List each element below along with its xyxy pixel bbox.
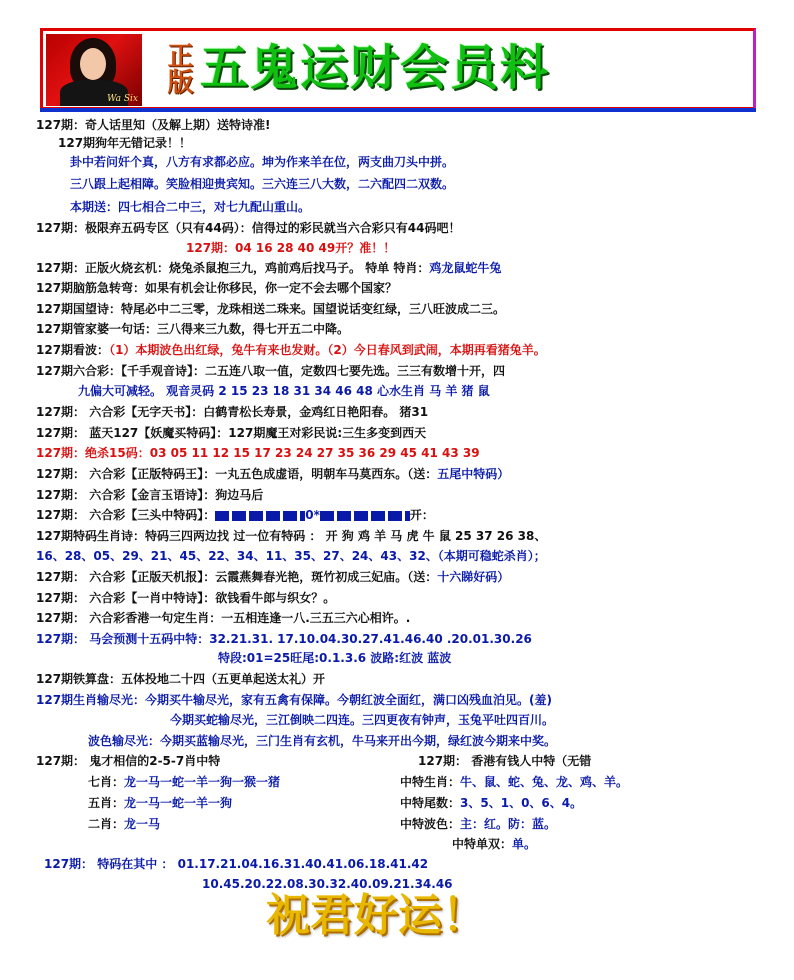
row-label: 二肖： [88, 817, 125, 831]
text-line: 127期国望诗：特尾必中二三零，龙珠相送二珠来。国望说话变红绿，三八旺波成二三。 [36, 302, 506, 316]
right-row [400, 774, 628, 791]
row-label: 五肖： [88, 796, 125, 810]
avatar [46, 34, 142, 106]
row-label: 中特生肖： [400, 775, 461, 789]
text-line: 特段:01=25旺尾:0.1.3.6 波路:红波 蓝波 [218, 651, 452, 665]
row-value: 龙一马一蛇一羊一狗 [124, 796, 233, 810]
text-line: 127期：奇人话里知（及解上期）送特诗准! [36, 118, 271, 132]
row-value: 龙一马一蛇一羊一狗一猴一猪 [124, 775, 281, 789]
text-line: 127期： 六合彩香港一句定生肖：一五相连逢一八.三五三六心相许。. [36, 611, 411, 625]
text-line: 127期： 蓝天127【妖魔买特码】：127期魔王对彩民说:三生多变到西天 [36, 426, 427, 440]
text-line [36, 260, 501, 277]
text-segment: 鸡龙鼠蛇牛兔 [429, 261, 502, 275]
row-label: 中特尾数： [400, 796, 461, 810]
text-segment: 十六睇好码） [437, 570, 510, 584]
avatar-signature: Wa Six [107, 94, 138, 104]
garbled-text-block [215, 511, 305, 521]
text-line: 卦中若问奸个真，八方有求都必应。坤为作来羊在位，两支曲刀头中拼。 [70, 155, 455, 169]
left-row [88, 816, 160, 833]
text-line: 本期送：四七相合二中三，对七九配山重山。 [70, 200, 311, 214]
text-segment: （1）本期波色出红绿，兔牛有来也发财。（2）今日春风到武闹，本期再看猪兔羊。 [109, 343, 546, 357]
text-line [36, 466, 509, 483]
special-numbers-row [44, 856, 428, 873]
text-line: 127期： 六合彩【金言玉语诗】：狗边马后 [36, 488, 264, 502]
text-segment: 127期： 六合彩【正版天机报】：云霞燕舞春光艳，斑竹初成三妃庙。（送： [36, 570, 438, 584]
text-segment: 127期： 六合彩【三头中特码】： [36, 508, 216, 522]
text-line [36, 507, 434, 524]
text-segment: 五尾中特码） [437, 467, 510, 481]
text-line [36, 342, 546, 359]
text-line: 127期特码生肖诗：特码三四两边找 过一位有特码 ： 开 狗 鸡 羊 马 虎 牛 鼠 25 37 26 38、 [36, 529, 547, 543]
text-line: 127期管家婆一句话：三八得来三九数，得七开五二中降。 [36, 322, 350, 336]
text-line: 127期脑筋急转弯：如果有机会让你移民，你一定不会去哪个国家？ [36, 281, 398, 295]
text-line: 波色输尽光：今期买蓝输尽光，三门生肖有玄机，牛马来开出今期，绿红波今期来中奖。 [88, 734, 557, 748]
text-line: 三八跟上起相障。笑脸相迎贵宾知。三六连三八大数，二六配四二双数。 [70, 177, 455, 191]
text-line: 127期：极限弃五码专区（只有44码）：信得过的彩民就当六合彩只有44码吧！ [36, 221, 461, 235]
special-label: 127期： 特码在其中 ： [44, 857, 174, 871]
text-segment: 127期：正版火烧玄机：烧兔杀鼠抱三九，鸡前鸡后找马子。 特单 特肖： [36, 261, 430, 275]
left-row [88, 774, 280, 791]
special-numbers-2: 10.45.20.22.08.30.32.40.09.21.34.46 [202, 877, 453, 891]
text-line: 127期生肖输尽光：今期买牛输尽光，家有五禽有保障。今朝红波全面红，满口凶残血泊见。(羞) [36, 693, 553, 707]
row-label: 七肖： [88, 775, 125, 789]
row-value: 龙一马 [124, 817, 161, 831]
text-line: 127期：04 16 28 40 49开？准！！ [186, 241, 396, 255]
text-segment: 127期： 六合彩【正版特码王】：一丸五色成虚语，明朝车马莫西东。（送： [36, 467, 438, 481]
text-line: 127期： 马会预测十五码中特：32.21.31. 17.10.04.30.27.41.46.40 .20.01.30.26 [36, 632, 532, 646]
right-row [400, 816, 556, 833]
good-luck-footer: 祝君好运！ [266, 890, 486, 941]
text-segment: 127期看波： [36, 343, 110, 357]
text-line: 16、28、05、29、21、45、22、34、11、35、27、24、43、32、（本期可稳蛇杀肖）； [36, 549, 546, 563]
garbled-text-block [320, 511, 410, 521]
left-column-title: 127期： 鬼才相信的2-5-7肖中特 [36, 754, 221, 768]
row-value: 3、5、1、0、6、4。 [460, 796, 583, 810]
text-line: 127期六合彩：【千手观音诗】：二五连八取一值，定数四七要先选。三三有数增十开，四 [36, 364, 506, 378]
left-row [88, 795, 232, 812]
row-label: 中特波色： [400, 817, 461, 831]
edition-badge: 正版 [163, 42, 193, 94]
text-line: 127期铁算盘：五体投地二十四（五更单起送太礼）开 [36, 672, 326, 686]
text-line: 127期：绝杀15码：03 05 11 12 15 17 23 24 27 35 36 29 45 41 43 39 [36, 446, 480, 460]
right-row [400, 795, 582, 812]
header-divider [40, 108, 756, 112]
special-numbers-1: 01.17.21.04.16.31.40.41.06.18.41.42 [177, 857, 429, 871]
text-segment: 0* [305, 508, 320, 522]
text-line: 127期： 六合彩【一肖中特诗】：欲钱看牛郎与织女？。 [36, 591, 336, 605]
text-line: 今期买蛇输尽光，三江倒映二四连。三四更夜有钟声，玉兔平吐四百川。 [170, 713, 555, 727]
page-title: 五鬼运财会员料 [200, 40, 551, 96]
text-segment: 开： [409, 508, 434, 522]
right-column-title: 127期： 香港有钱人中特（无错 [418, 754, 592, 768]
text-line: 九偏大可减轻。 观音灵码 2 15 23 18 31 34 46 48 心水生肖 马 羊 猪 鼠 [78, 384, 490, 398]
text-line: 127期： 六合彩【无字天书】：白鹤青松长寿景，金鸡红日艳阳春。 猪31 [36, 405, 429, 419]
right-row [452, 836, 536, 853]
row-value: 单。 [512, 837, 537, 851]
text-line [36, 569, 509, 586]
row-value: 牛、鼠、蛇、兔、龙、鸡、羊。 [460, 775, 629, 789]
row-label: 中特单双： [452, 837, 513, 851]
row-value: 主：红。防：蓝。 [460, 817, 557, 831]
text-line: 127期狗年无错记录！！ [58, 136, 192, 150]
